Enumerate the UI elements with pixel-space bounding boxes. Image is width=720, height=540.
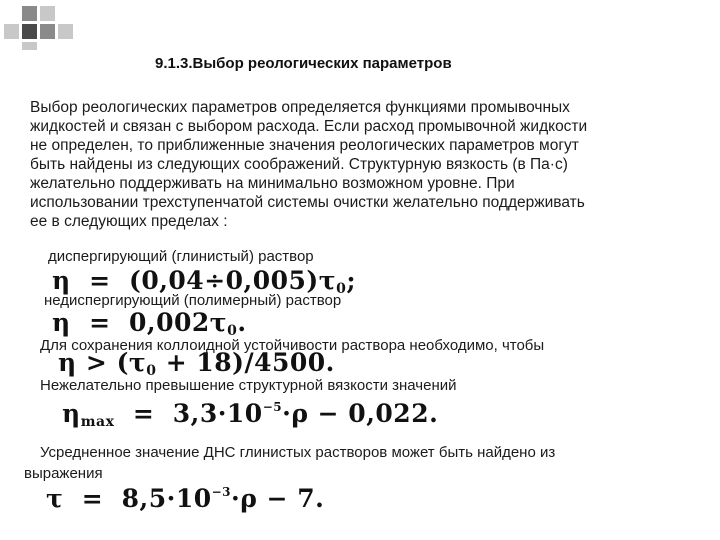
logo-square [40,24,55,39]
formula-operator: = [89,266,111,295]
formula-nondispersing [52,308,247,339]
formula-lhs: η [62,399,81,428]
logo-square [22,6,37,21]
formula-tail: . [237,308,247,337]
formula-colloid [58,348,335,379]
formula-subscript: 0 [336,281,347,297]
formula-operator: = [89,308,111,337]
formula-tail: ; [346,266,357,295]
formula-rhs-tail: + 18)/4500. [156,348,335,377]
logo-square [22,24,37,39]
case-dispersing-label: диспергирующий (глинистый) раствор [48,248,314,265]
formula-rhs: (τ [116,348,147,377]
formula-rhs-tail: ·ρ − 0,022. [282,399,439,428]
intro-line: жидкостей и связан с выбором расхода. Если расход промывочной жидкости [30,118,588,135]
formula-subscript: 0 [227,323,238,339]
formula-lhs: η [52,308,71,337]
dns-text-line-2: выражения [24,465,103,482]
formula-max-viscosity [62,399,438,430]
slide-title: 9.1.3.Выбор реологических параметров [155,55,452,72]
formula-rhs-tail: ·ρ − 7. [231,484,325,513]
intro-line: быть найдены из следующих соображений. Структурную вязкость (в Па·с) [30,156,568,173]
formula-rhs: 3,3·10 [172,399,263,428]
formula-lhs: η [52,266,71,295]
intro-line: желательно поддерживать на минимально возможном уровне. При [30,175,515,192]
logo-square [22,42,37,50]
formula-rhs: (0,04÷0,005)τ [128,266,337,295]
case-nondispersing-label: недиспергирующий (полимерный) раствор [44,292,342,309]
logo-square [40,6,55,21]
formula-operator: = [132,399,155,428]
excess-viscosity-text: Нежелательно превышение структурной вязкости значений [40,377,457,394]
logo-square [58,24,73,39]
formula-lhs: τ [46,484,64,513]
intro-line: не определен, то приближенные значения реологических параметров могут [30,137,579,154]
formula-subscript: max [80,414,115,430]
intro-line: ее в следующих пределах : [30,213,228,230]
formula-lhs: η [58,348,77,377]
formula-operator: > [85,348,108,377]
colloid-condition-text: Для сохранения коллоидной устойчивости раствора необходимо, чтобы [40,337,545,354]
formula-exponent: −5 [262,400,283,414]
intro-line: Выбор реологических параметров определяется функциями промывочных [30,99,570,116]
dns-text-line-1: Усредненное значение ДНС глинистых растворов может быть найдено из [40,444,556,461]
formula-rhs: 8,5·10 [121,484,212,513]
formula-operator: = [81,484,104,513]
formula-subscript: 0 [146,363,157,379]
formula-dns [46,484,324,513]
intro-line: использовании трехступенчатой системы очистки желательно поддерживать [30,194,585,211]
formula-exponent: −3 [211,485,232,499]
logo-square [4,24,19,39]
intro-paragraph [30,98,710,231]
slide-logo [0,0,120,50]
formula-rhs: 0,002τ [128,308,228,337]
